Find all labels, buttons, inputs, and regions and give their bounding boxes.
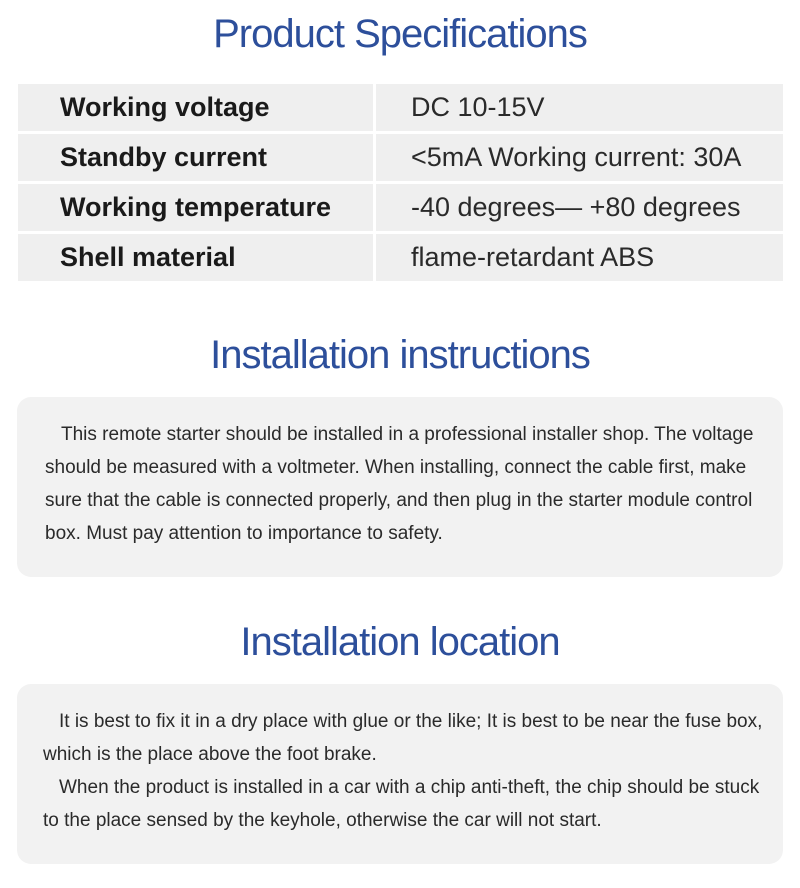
spec-value: flame-retardant ABS xyxy=(376,234,783,281)
spec-label: Working voltage xyxy=(18,84,373,131)
installation-location-paragraph: When the product is installed in a car with a chip anti-theft, the chip should be stuck to the place sensed by the keyhole, otherwise the car will not start. xyxy=(43,777,760,831)
spec-value: -40 degrees— +80 degrees xyxy=(376,184,783,231)
installation-instructions-title: Installation instructions xyxy=(210,333,590,377)
spec-value: <5mA Working current: 30A xyxy=(376,134,783,181)
spec-label: Working temperature xyxy=(18,184,373,231)
installation-instructions-box xyxy=(17,397,783,577)
installation-location-paragraph: It is best to fix it in a dry place with glue or the like; It is best to be near the fuse box, which is the place above the foot brake. xyxy=(43,711,763,765)
installation-location-box xyxy=(17,684,783,864)
spec-row-working-temperature xyxy=(18,184,783,231)
spec-row-shell-material xyxy=(18,234,783,281)
installation-location-title: Installation location xyxy=(240,620,560,664)
product-specifications-title: Product Specifications xyxy=(213,12,587,56)
spec-label: Standby current xyxy=(18,134,373,181)
spec-value: DC 10-15V xyxy=(376,84,783,131)
spec-label: Shell material xyxy=(18,234,373,281)
spec-row-working-voltage xyxy=(18,84,783,131)
spec-row-standby-current xyxy=(18,134,783,181)
spec-table xyxy=(18,84,783,284)
installation-instructions-text: This remote starter should be installed in a professional installer shop. The voltage should be measured with a voltmeter. When installing, connect the cable first, make sure that the cable is connected properly, and then plug in the starter module control box. Must pay attention to importance to safety. xyxy=(45,424,754,544)
